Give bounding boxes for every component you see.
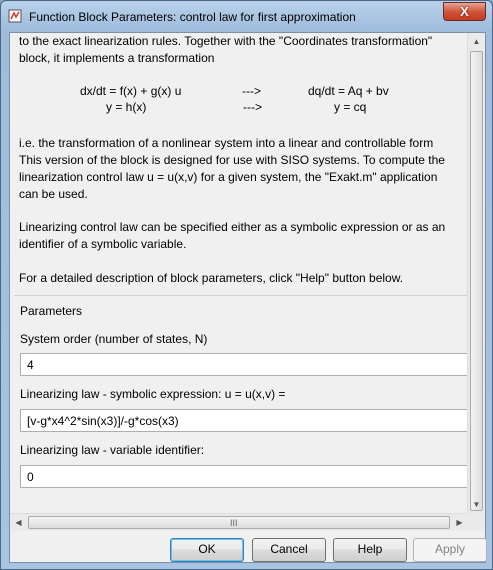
description-line: Linearizing control law can be specified either as a symbolic expression or as an [19,220,446,234]
close-icon: X [460,4,469,19]
description-line: For a detailed description of block parameters, click "Help" button below. [19,271,404,285]
dialog-client-area [9,32,486,563]
scroll-grip-icon: III [230,518,238,528]
vertical-scroll-thumb[interactable] [470,51,483,511]
description-line: linearization control law u = u(x,v) for a given system, the "Exakt.m" application [19,170,438,184]
equation-1-left: dx/dt = f(x) + g(x) u [80,84,182,98]
window-title: Function Block Parameters: control law for first approximation [29,10,356,24]
description-line: This version of the block is designed for use with SISO systems. To compute the [19,153,445,167]
description-line: can be used. [19,187,88,201]
group-separator [14,295,469,296]
close-button[interactable] [443,2,486,21]
variable-identifier-field[interactable]: 0 [20,465,476,488]
description-line: identifier of a symbolic variable. [19,237,187,251]
simulink-block-icon [8,9,22,23]
horizontal-scrollbar[interactable] [10,513,485,531]
symbolic-expression-label: Linearizing law - symbolic expression: u = u(x,v) = [20,387,286,401]
equation-2-left: y = h(x) [106,100,147,114]
apply-button[interactable]: Apply [413,538,487,562]
equation-1-arrow: ---> [242,84,261,98]
equation-1-right: dq/dt = Aq + bv [308,84,389,98]
system-order-field[interactable]: 4 [20,353,476,376]
vertical-scrollbar[interactable] [467,33,485,513]
variable-identifier-label: Linearizing law - variable identifier: [20,443,205,457]
horizontal-scroll-thumb[interactable] [28,516,450,529]
ok-button[interactable]: OK [170,538,244,562]
cancel-button[interactable]: Cancel [252,538,326,562]
help-button[interactable]: Help [333,538,407,562]
scroll-left-icon[interactable]: ◀ [15,518,22,527]
symbolic-expression-field[interactable]: [v-g*x4^2*sin(x3)]/-g*cos(x3) [20,409,476,432]
title-bar[interactable] [1,1,492,33]
equation-2-arrow: ---> [243,100,262,114]
scroll-up-icon[interactable]: ▲ [472,37,481,46]
scrollbar-corner [468,513,485,530]
system-order-label: System order (number of states, N) [20,332,208,346]
block-description [19,33,479,293]
description-line: block, it implements a transformation [19,51,215,65]
scroll-right-icon[interactable]: ▶ [456,518,463,527]
scroll-down-icon[interactable]: ▼ [472,500,481,509]
equation-2-right: y = cq [334,100,367,114]
parameters-group-label: Parameters [20,304,83,318]
description-line: i.e. the transformation of a nonlinear system into a linear and controllable form [19,136,434,150]
description-line: to the exact linearization rules. Together with the "Coordinates transformation" [19,34,433,48]
